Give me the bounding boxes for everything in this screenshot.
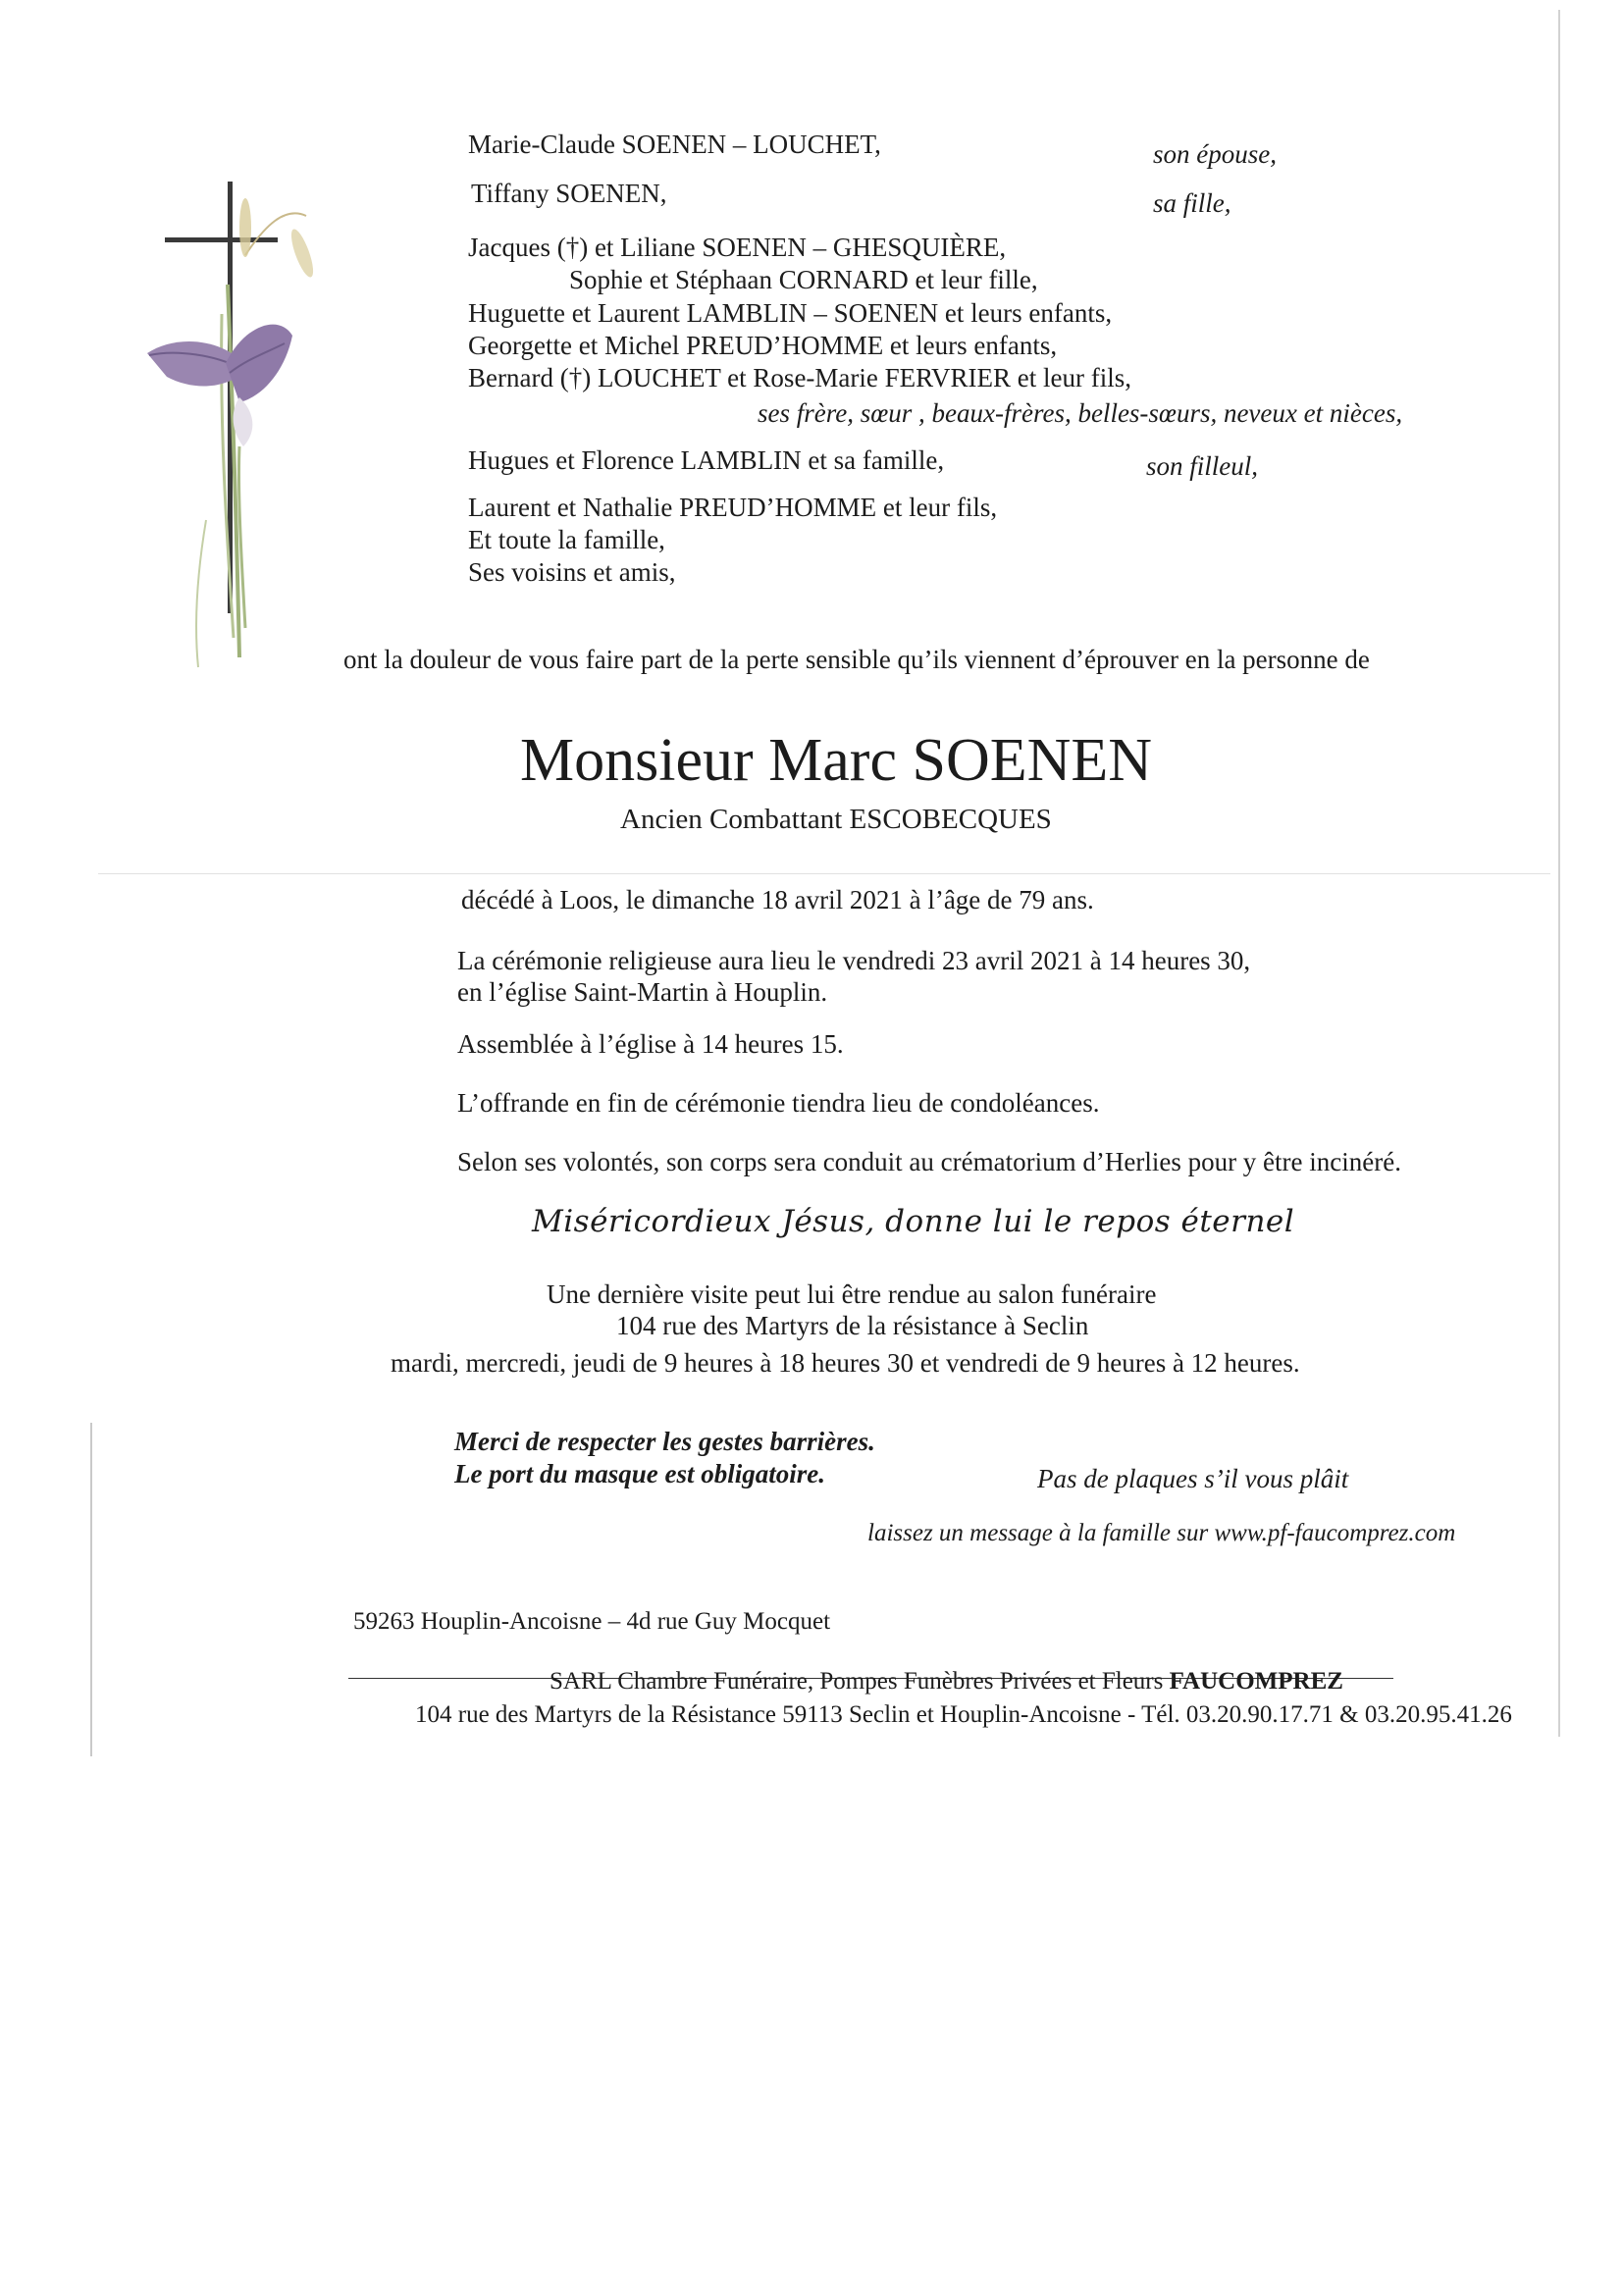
cross-lily-illustration [137, 167, 334, 687]
online-message-notice: laissez un message à la famille sur www.pf-faucomprez.com [867, 1520, 1456, 1546]
footer-contact: 104 rue des Martyrs de la Résistance 59113 Seclin et Houplin-Ancoisne - Tél. 03.20.90.17.71 & 03.20.95.41.26 [415, 1701, 1512, 1728]
offering-text: L’offrande en fin de cérémonie tiendra lieu de condoléances. [457, 1088, 1100, 1118]
deceased-name: Monsieur Marc SOENEN [520, 727, 1153, 794]
death-details: décédé à Loos, le dimanche 18 avril 2021 à l’âge de 79 ans. [461, 885, 1094, 914]
no-plaques-notice: Pas de plaques s’il vous plâit [1037, 1464, 1349, 1493]
ceremony-line-1: La cérémonie religieuse aura lieu le vendredi 23 avril 2021 à 14 heures 30, [457, 946, 1251, 975]
footer-company-text: SARL Chambre Funéraire, Pompes Funèbres Privées et Fleurs [550, 1668, 1170, 1695]
barrier-notice-2: Le port du masque est obligatoire. [454, 1459, 825, 1488]
scan-edge-right [1558, 10, 1560, 1737]
family-name-spouse: Marie-Claude SOENEN – LOUCHET, [468, 130, 881, 159]
announcement-text: ont la douleur de vous faire part de la perte sensible qu’ils viennent d’éprouver en la personne de [343, 645, 1370, 674]
footer-brand: FAUCOMPREZ [1169, 1668, 1343, 1695]
family-relation-spouse: son épouse, [1153, 139, 1277, 169]
visit-line-3: mardi, mercredi, jeudi de 9 heures à 18 heures 30 et vendredi de 9 heures à 12 heures. [391, 1348, 1300, 1378]
assembly-text: Assemblée à l’église à 14 heures 15. [457, 1029, 844, 1059]
family-name-daughter: Tiffany SOENEN, [471, 179, 667, 208]
deceased-title: Ancien Combattant ESCOBECQUES [620, 804, 1052, 835]
family-relation-daughter: sa fille, [1153, 188, 1231, 218]
sibling-line-2: Sophie et Stéphaan CORNARD et leur fille, [569, 265, 1038, 294]
ceremony-line-2: en l’église Saint-Martin à Houplin. [457, 977, 828, 1007]
footer-company [550, 1665, 1343, 1698]
sibling-line-5: Bernard (†) LOUCHET et Rose-Marie FERVRIER et leur fils, [468, 363, 1131, 392]
sibling-line-4: Georgette et Michel PREUD’HOMME et leurs enfants, [468, 331, 1058, 360]
visit-line-2: 104 rue des Martyrs de la résistance à Seclin [616, 1311, 1089, 1340]
godson-name: Hugues et Florence LAMBLIN et sa famille, [468, 445, 945, 475]
others-line-3: Ses voisins et amis, [468, 557, 676, 587]
sibling-line-3: Huguette et Laurent LAMBLIN – SOENEN et leurs enfants, [468, 298, 1113, 328]
visit-line-1: Une dernière visite peut lui être rendue au salon funéraire [547, 1279, 1157, 1309]
cremation-text: Selon ses volontés, son corps sera conduit au crématorium d’Herlies pour y être incinéré. [457, 1147, 1401, 1176]
others-line-1: Laurent et Nathalie PREUD’HOMME et leur fils, [468, 493, 998, 522]
family-address: 59263 Houplin-Ancoisne – 4d rue Guy Mocquet [353, 1608, 831, 1635]
siblings-relation: ses frère, sœur , beaux-frères, belles-sœurs, neveux et nièces, [758, 398, 1403, 428]
godson-relation: son filleul, [1146, 451, 1258, 481]
sibling-line-1: Jacques (†) et Liliane SOENEN – GHESQUIÈRE, [468, 233, 1007, 262]
scan-edge-left [90, 1423, 92, 1756]
prayer-text: Miséricordieux Jésus, donne lui le repos éternel [532, 1204, 1295, 1239]
fold-line [98, 873, 1550, 874]
others-line-2: Et toute la famille, [468, 525, 665, 554]
barrier-notice-1: Merci de respecter les gestes barrières. [454, 1427, 875, 1456]
